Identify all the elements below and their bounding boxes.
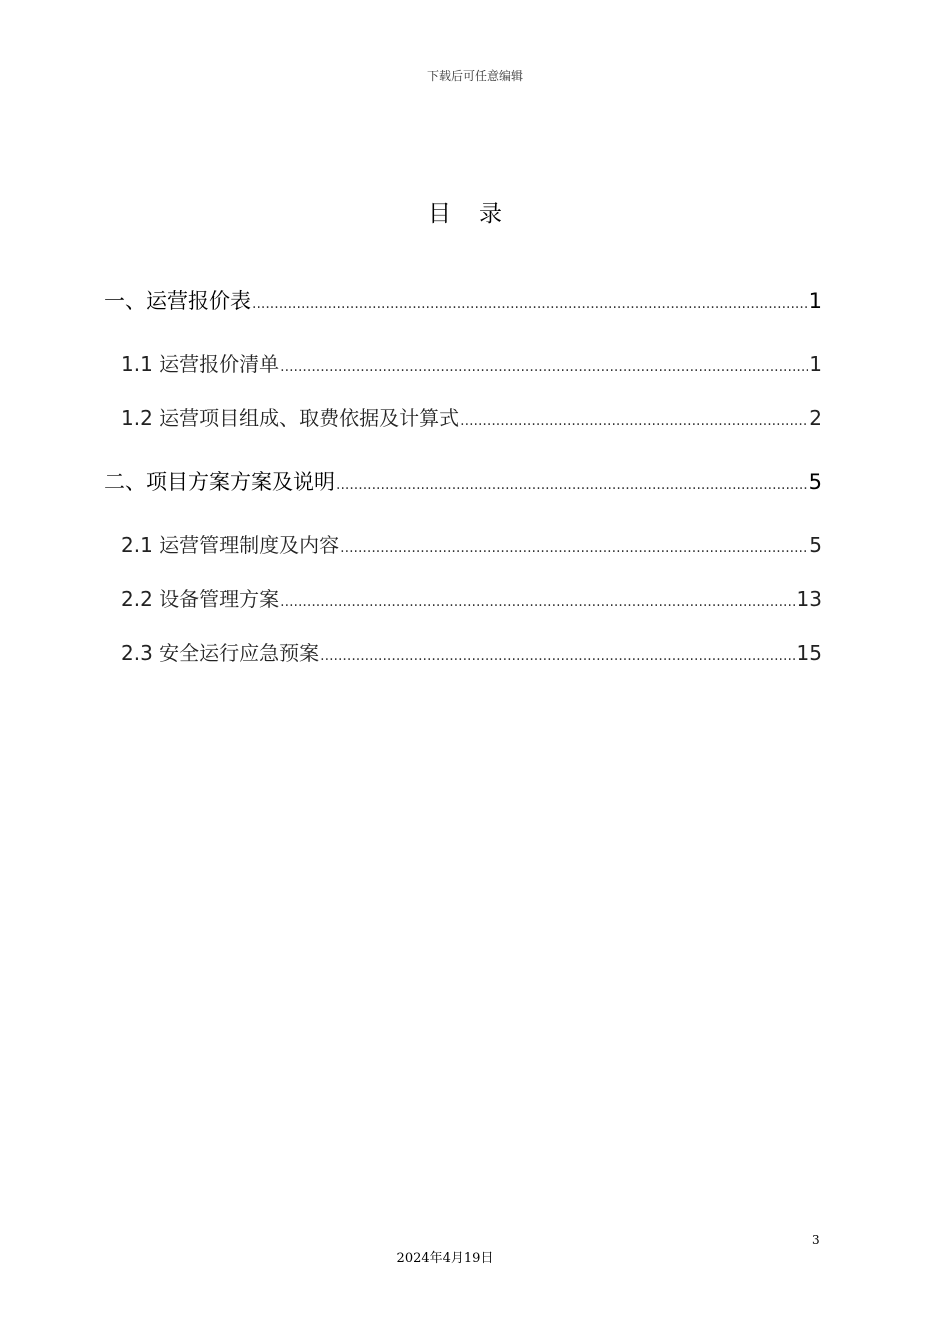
dot-leader <box>252 296 808 312</box>
toc-entry-1-2[interactable] <box>121 402 822 431</box>
toc-entry-page: 5 <box>808 470 822 494</box>
page-number: 3 <box>812 1233 820 1247</box>
toc-entry-label: 1.1 运营报价清单 <box>121 352 280 376</box>
toc-entry-page: 1 <box>808 289 822 313</box>
toc-entry-label: 二、项目方案方案及说明 <box>104 470 335 494</box>
toc-entry-label: 1.2 运营项目组成、取费依据及计算式 <box>121 406 460 430</box>
toc-entry-2-3[interactable] <box>121 637 822 666</box>
toc-entry-2-1[interactable] <box>121 529 822 558</box>
toc-entry-label: 2.3 安全运行应急预案 <box>121 641 320 665</box>
toc-entry-label: 一、运营报价表 <box>104 289 251 313</box>
toc-entry-page: 2 <box>809 406 822 430</box>
toc-entry-page: 1 <box>809 352 822 376</box>
toc-entry-section-2[interactable] <box>104 466 822 496</box>
toc-entry-label: 2.1 运营管理制度及内容 <box>121 533 340 557</box>
toc-title: 目录 <box>428 201 530 227</box>
toc-entry-label: 2.2 设备管理方案 <box>121 587 280 611</box>
toc-entry-2-2[interactable] <box>121 583 822 612</box>
toc-entry-page: 5 <box>809 533 822 557</box>
toc-entry-1-1[interactable] <box>121 348 822 377</box>
dot-leader <box>280 359 808 375</box>
dot-leader <box>320 648 795 664</box>
toc-entry-page: 15 <box>796 641 822 665</box>
page-header: 下载后可任意编辑 <box>426 69 523 83</box>
toc-entry-section-1[interactable] <box>104 285 822 315</box>
footer-date: 2024年4月19日 <box>396 1251 494 1266</box>
dot-leader <box>336 477 808 493</box>
dot-leader <box>340 540 808 556</box>
dot-leader <box>460 413 808 429</box>
toc-entry-page: 13 <box>796 587 822 611</box>
dot-leader <box>280 594 795 610</box>
